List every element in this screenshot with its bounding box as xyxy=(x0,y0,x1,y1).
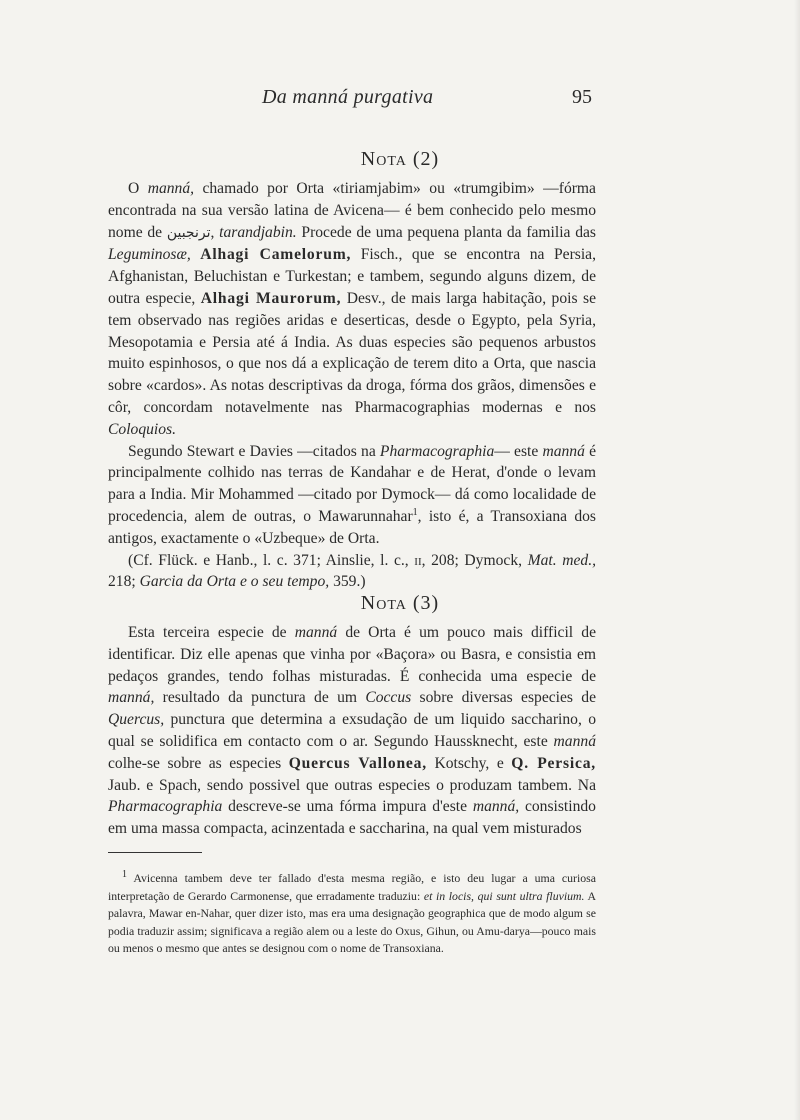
running-head xyxy=(0,86,800,116)
footnote-marker: 1 xyxy=(412,506,418,518)
footnotes xyxy=(108,870,596,958)
species-name: Alhagi Camelorum, xyxy=(200,246,352,264)
footnote-1: $^1$ Avicenna tambem deve ter fallado d'esta mesma região, e isto deu lugar a uma curiosa interpretação de Gerardo Carmonense, que erradamente traduziu: et in locis, qui sunt ultra fluvium. A palavra, Mawar en-Nahar, quer dizer isto, mas era uma designação geographica que de modo algum se podia traduzir assim; significava a região alem ou a leste do Oxus, Gihun, ou Amu-darya—pouco mais ou menos o mesmo que antes se designou com o nome de Transoxiana. xyxy=(108,869,596,956)
note-2-body xyxy=(108,178,596,593)
note-2-paragraph-1: O manná, chamado por Orta «tiriamjabim» ou «trumgibim» —fórma encontrada na sua versão latina de Avicena— é bem conhecido pelo mesmo nome de ترنجبين, tarandjabin. Procede de uma pequena planta da familia das Leguminosæ, Alhagi Camelorum, Fisch., que se encontra na Persia, Afghanistan, Beluchistan e Turkestan; e tambem, segundo alguns dizem, de outra especie, Alhagi Maurorum, Desv., de mais larga habitação, pois se tem observado nas regiões aridas e deserticas, desde o Egypto, pela Syria, Mesopotamia e Persia até á India. As duas especies são pequenos arbustos muito espinhosos, o que nos dá a explicação de terem dito a Orta, que nascia sobre «cardos». As notas descriptivas da droga, fórma dos grãos, dimensões e côr, concordam notavelmente nas Pharmacographias modernas e nos Coloquios. xyxy=(108,180,596,438)
footnote-number: 1 xyxy=(122,869,127,881)
running-title: Da manná purgativa xyxy=(262,86,434,108)
footnote-separator xyxy=(108,852,202,853)
note-2-heading: Nota (2) xyxy=(360,148,440,170)
note-2-paragraph-3: (Cf. Flück. e Hanb., l. c. 371; Ainslie, l. c., ii, 208; Dymock, Mat. med., 218; Garcia da Orta e o seu tempo, 359.) xyxy=(108,551,597,591)
arabic-word: ترنجبين xyxy=(166,224,211,241)
species-name: Q. Persica, xyxy=(511,754,596,772)
note-3-heading: Nota (3) xyxy=(360,592,440,614)
note-3-body xyxy=(108,622,596,840)
scan-shadow xyxy=(794,0,800,1120)
note-2-paragraph-2: Segundo Stewart e Davies —citados na Pharmacographia— este manná é principalmente colhido nas terras de Kandahar e de Herat, d'onde o levam para a India. Mir Mohammed —citado por Dymock— dá como localidade de procedencia, alem de outras, o Mawarunnahar$^1$, isto é, a Transoxiana dos antigos, exactamente o «Uzbeque» de Orta. xyxy=(108,442,596,547)
note-3-paragraph-1: Esta terceira especie de manná de Orta é um pouco mais difficil de identificar. Diz elle apenas que vinha por «Baçora» ou Basra, e consistia em pedaços grandes, tendo folhas misturadas. É conhecida uma especie de manná, resultado da punctura de um Coccus sobre diversas especies de Quercus, punctura que determina a exsudação de um liquido saccharino, o qual se solidifica em contacto com o ar. Segundo Haussknecht, este manná colhe-se sobre as especies Quercus Vallonea, Kotschy, e Q. Persica, Jaub. e Spach, sendo possivel que outras especies o produzam tambem. Na Pharmacographia descreve-se uma fórma impura d'este manná, consistindo em uma massa compacta, acinzentada e saccharina, na qual vem misturados xyxy=(108,624,597,838)
species-name: Quercus Vallonea, xyxy=(288,754,427,772)
page-number: 95 xyxy=(572,86,592,108)
species-name: Alhagi Maurorum, xyxy=(200,289,342,307)
